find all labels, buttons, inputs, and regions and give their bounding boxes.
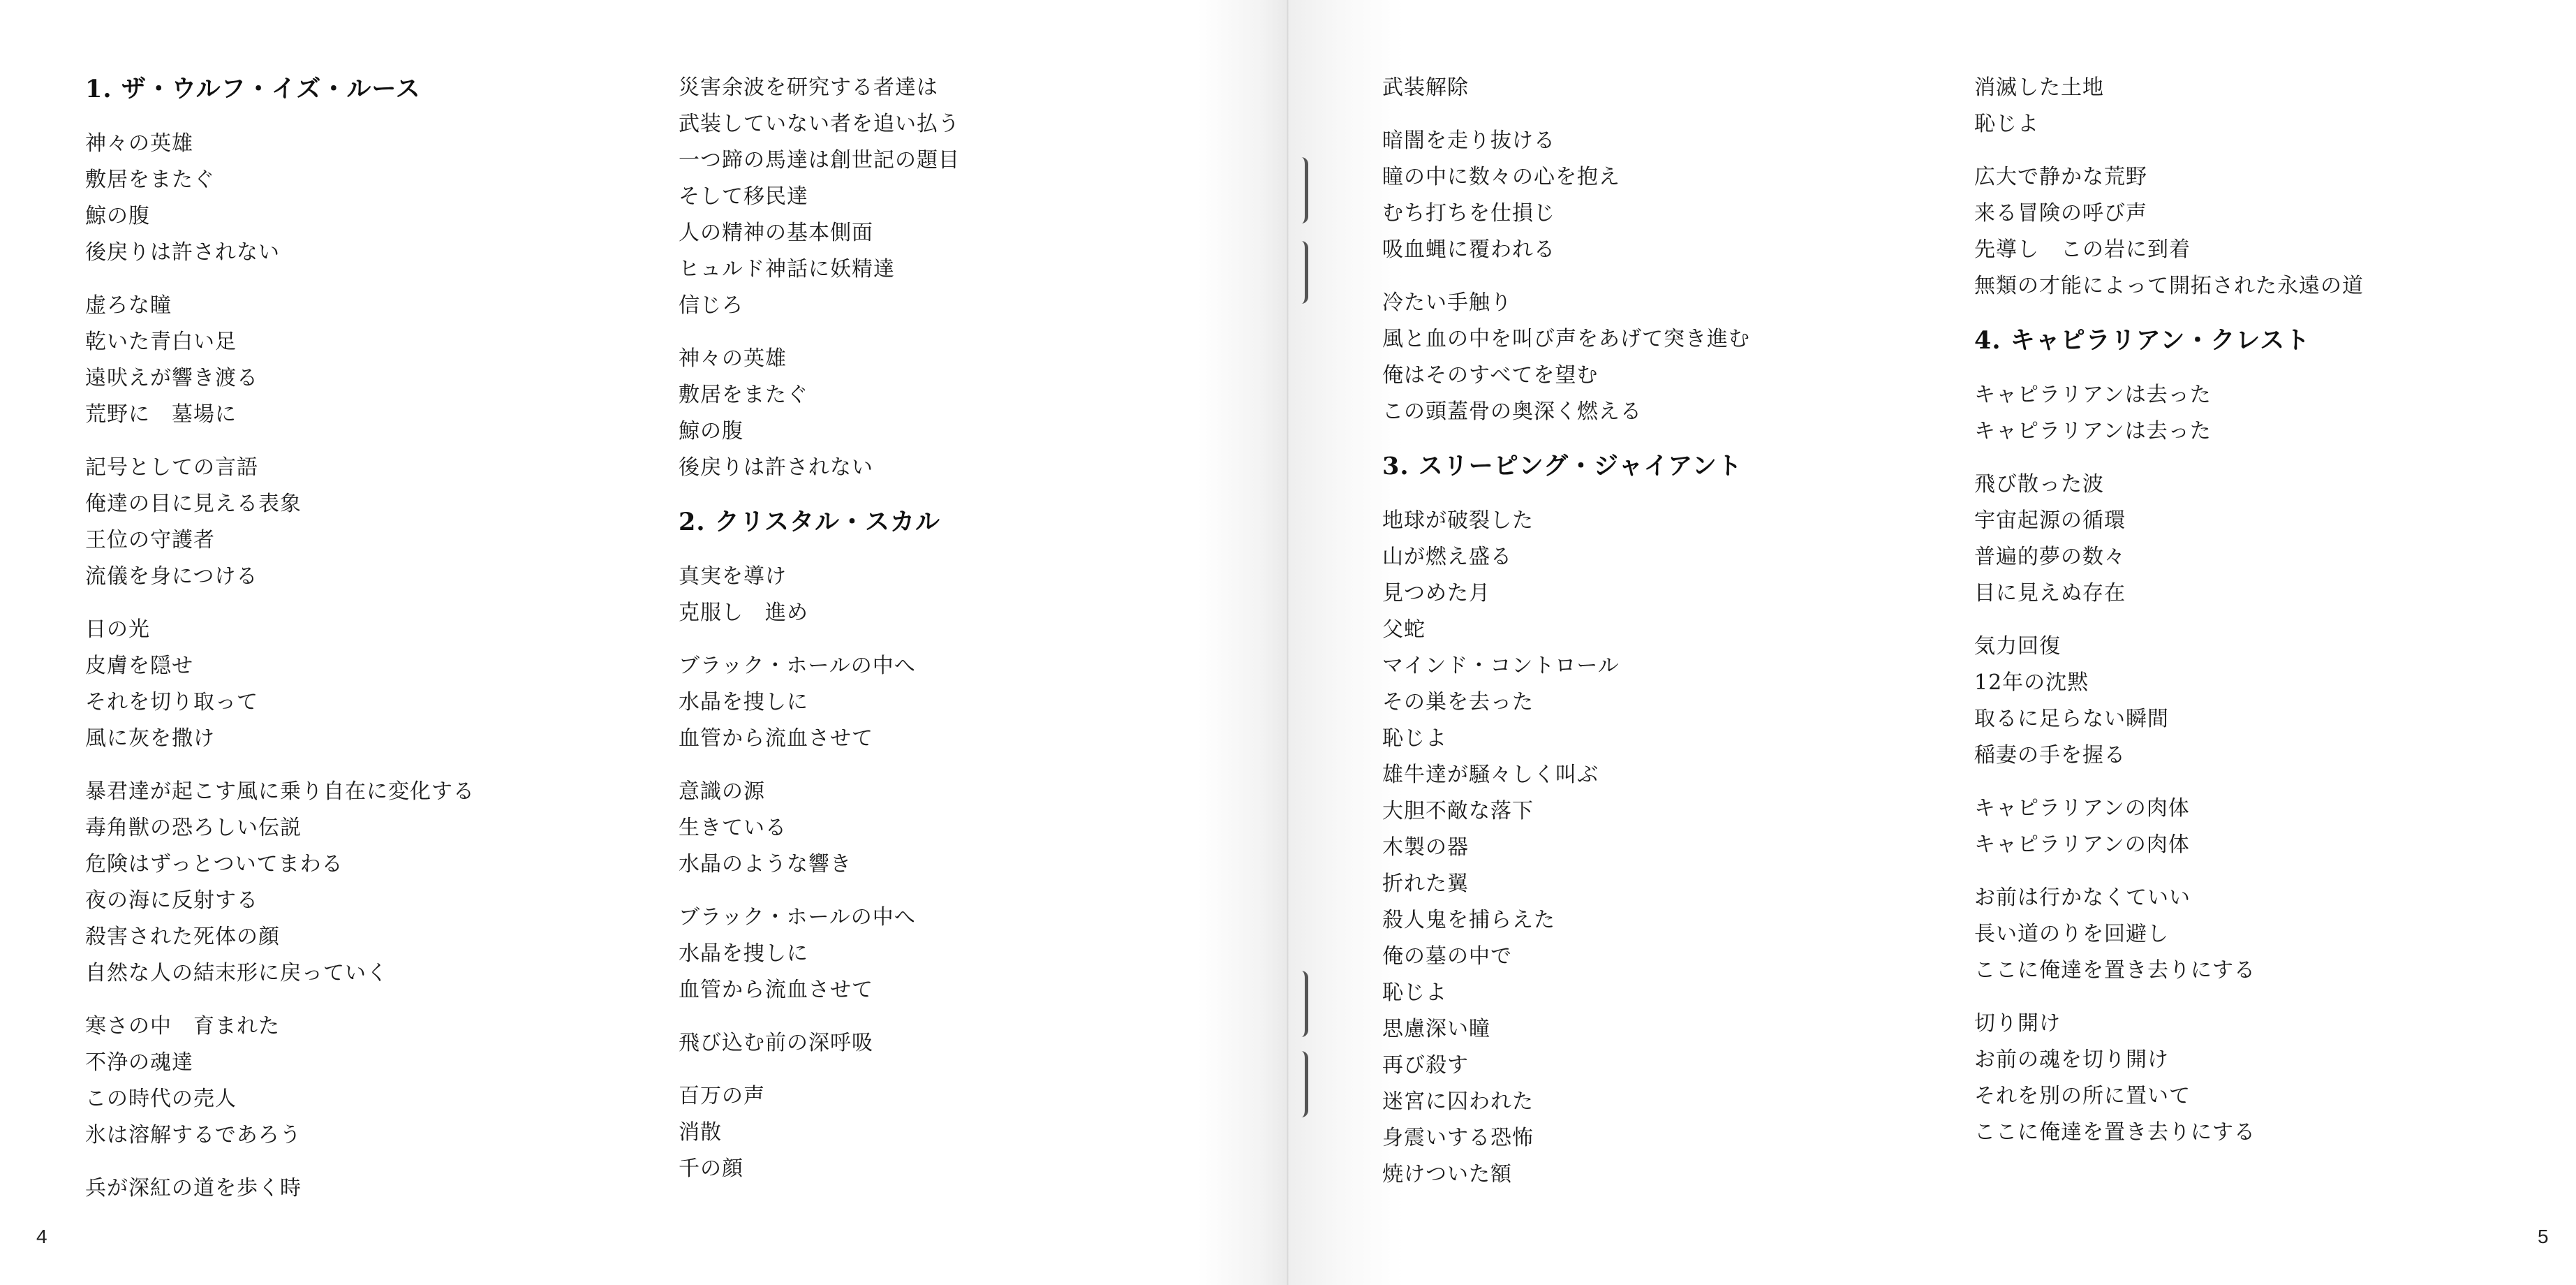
right-page bbox=[1288, 0, 2576, 1285]
lyric-line: 一つ蹄の馬達は創世記の題目 bbox=[679, 148, 960, 172]
lyric-stanza bbox=[679, 900, 1251, 1008]
lyric-line: ここに俺達を置き去りにする bbox=[1974, 958, 2256, 983]
lyric-line: 暗闇を走り抜ける bbox=[1382, 128, 1555, 153]
lyric-line: 宇宙起源の循環 bbox=[1974, 508, 2126, 533]
lyric-line: 敷居をまたぐ bbox=[85, 168, 215, 192]
lyric-line: お前は行かなくていい bbox=[1974, 886, 2191, 910]
lyric-line: 敷居をまたぐ bbox=[679, 383, 808, 407]
lyric-stanza bbox=[1974, 70, 2547, 142]
song-title: 4. キャピラリアン・クレスト bbox=[1974, 326, 2311, 355]
lyric-line: 俺達の目に見える表象 bbox=[85, 492, 302, 516]
lyric-line: キャピラリアンの肉体 bbox=[1974, 832, 2190, 857]
song-title: 3. スリーピング・ジャイアント bbox=[1382, 452, 1742, 480]
lyric-line: キャピラリアンは去った bbox=[1974, 383, 2212, 407]
lyric-line: 武装していない者を追い払う bbox=[679, 112, 960, 136]
lyric-line: 氷は溶解するであろう bbox=[85, 1123, 302, 1147]
lyric-line: 鯨の腹 bbox=[679, 419, 743, 443]
lyric-stanza bbox=[1974, 1006, 2547, 1151]
lyric-line: 冷たい手触り bbox=[1382, 291, 1512, 315]
lyric-line: 夜の海に反射する bbox=[85, 888, 258, 913]
staple-bottom-lower bbox=[1295, 1051, 1308, 1117]
lyric-line: 無類の才能によって開拓された永遠の道 bbox=[1974, 274, 2364, 298]
lyric-line: 鯨の腹 bbox=[85, 204, 150, 228]
page-number-right: 5 bbox=[2538, 1226, 2549, 1247]
lyric-line: 恥じよ bbox=[1974, 112, 2039, 136]
lyric-line: 王位の守護者 bbox=[85, 528, 215, 552]
lyric-line: 暴君達が起こす風に乗り自在に変化する bbox=[85, 779, 475, 804]
lyric-line: 来る冒険の呼び声 bbox=[1974, 201, 2147, 226]
lyric-line: 再び殺す bbox=[1382, 1053, 1469, 1078]
lyric-stanza bbox=[1382, 503, 1955, 1193]
lyric-line: 血管から流血させて bbox=[679, 978, 873, 1002]
lyric-line: 消散 bbox=[679, 1120, 722, 1145]
lyric-line: むち打ちを仕損じ bbox=[1382, 201, 1555, 226]
lyric-stanza bbox=[85, 1008, 658, 1154]
lyric-line: この時代の売人 bbox=[85, 1087, 237, 1111]
lyric-stanza bbox=[1974, 377, 2547, 450]
lyric-line: 大胆不敵な落下 bbox=[1382, 799, 1534, 823]
lyric-stanza bbox=[85, 612, 658, 757]
lyric-line: 吸血蝿に覆われる bbox=[1382, 237, 1555, 262]
staple-top bbox=[1295, 157, 1308, 223]
lyric-stanza bbox=[1974, 880, 2547, 989]
lyrics-column-3 bbox=[1382, 70, 1955, 1210]
lyric-stanza bbox=[679, 1025, 1251, 1062]
gutter-fold bbox=[1287, 0, 1289, 1285]
song-title: 2. クリスタル・スカル bbox=[679, 508, 941, 536]
lyric-line: ここに俺達を置き去りにする bbox=[1974, 1120, 2256, 1145]
lyric-stanza bbox=[679, 341, 1251, 486]
lyric-line: 風と血の中を叫び声をあげて突き進む bbox=[1382, 327, 1750, 351]
lyric-stanza bbox=[1382, 285, 1955, 430]
lyric-line: 生きている bbox=[679, 816, 787, 840]
lyric-stanza bbox=[679, 559, 1251, 631]
lyric-line: 殺人鬼を捕らえた bbox=[1382, 908, 1555, 932]
lyric-line: マインド・コントロール bbox=[1382, 654, 1620, 678]
lyric-line: 見つめた月 bbox=[1382, 581, 1490, 605]
lyric-line: 流儀を身につける bbox=[85, 564, 258, 589]
lyric-line: その巣を去った bbox=[1382, 690, 1534, 714]
lyric-line: 瞳の中に数々の心を抱え bbox=[1382, 165, 1620, 189]
lyric-line: それを別の所に置いて bbox=[1974, 1084, 2191, 1108]
lyric-line: 父蛇 bbox=[1382, 617, 1426, 642]
lyric-line: 水晶を捜しに bbox=[679, 690, 808, 714]
lyric-line: 兵が深紅の道を歩く時 bbox=[85, 1176, 302, 1200]
staple-bottom bbox=[1295, 971, 1308, 1037]
lyric-line: 普遍的夢の数々 bbox=[1974, 545, 2126, 569]
lyric-line: 殺害された死体の顔 bbox=[85, 925, 280, 949]
lyric-line: 思慮深い瞳 bbox=[1382, 1017, 1490, 1041]
lyric-line: 遠吠えが響き渡る bbox=[85, 366, 258, 390]
lyric-line: それを切り取って bbox=[85, 690, 258, 714]
lyric-line: 風に灰を撒け bbox=[85, 726, 215, 751]
lyric-line: 後戻りは許されない bbox=[679, 455, 873, 480]
lyric-stanza bbox=[1382, 123, 1955, 268]
lyric-line: 水晶のような響き bbox=[679, 852, 852, 876]
lyric-line: 取るに足らない瞬間 bbox=[1974, 707, 2169, 731]
lyric-stanza bbox=[1974, 629, 2547, 774]
lyric-line: 俺の墓の中で bbox=[1382, 944, 1512, 969]
lyric-line: 迷宮に囚われた bbox=[1382, 1089, 1534, 1114]
lyric-stanza bbox=[1974, 791, 2547, 863]
lyric-line: 皮膚を隠せ bbox=[85, 654, 193, 678]
lyric-line: 信じろ bbox=[679, 293, 743, 318]
lyric-line: キャピラリアンは去った bbox=[1974, 419, 2212, 443]
lyric-line: 意識の源 bbox=[679, 779, 765, 804]
lyric-line: 木製の器 bbox=[1382, 835, 1469, 860]
lyric-line: 人の精神の基本側面 bbox=[679, 221, 873, 245]
lyric-stanza bbox=[1974, 159, 2547, 304]
lyric-line: 虚ろな瞳 bbox=[85, 293, 172, 318]
lyric-line: 山が燃え盛る bbox=[1382, 545, 1512, 569]
lyric-line: 目に見えぬ存在 bbox=[1974, 581, 2126, 605]
lyric-line: キャピラリアンの肉体 bbox=[1974, 796, 2190, 821]
lyric-stanza bbox=[85, 288, 658, 433]
lyric-line: お前の魂を切り開け bbox=[1974, 1048, 2169, 1072]
lyrics-column-2 bbox=[679, 70, 1251, 1204]
lyric-line: 不浄の魂達 bbox=[85, 1050, 193, 1075]
staple-top-lower bbox=[1295, 241, 1308, 304]
page-number-left: 4 bbox=[36, 1226, 47, 1247]
lyric-line: 飛び散った波 bbox=[1974, 472, 2104, 497]
lyric-stanza bbox=[679, 1078, 1251, 1187]
lyric-line: 自然な人の結末形に戻っていく bbox=[85, 961, 388, 985]
lyrics-column-4 bbox=[1974, 70, 2547, 1168]
lyric-line: そして移民達 bbox=[679, 184, 808, 209]
lyric-line: ブラック・ホールの中へ bbox=[679, 654, 916, 678]
lyric-stanza bbox=[679, 70, 1251, 324]
lyric-line: 12年の沈黙 bbox=[1974, 670, 2089, 695]
lyric-stanza bbox=[85, 126, 658, 271]
lyric-line: 毒角獣の恐ろしい伝説 bbox=[85, 816, 302, 840]
lyric-line: 記号としての言語 bbox=[85, 455, 258, 480]
lyric-stanza bbox=[85, 450, 658, 595]
lyric-line: 消滅した土地 bbox=[1974, 75, 2104, 100]
song-title: 1. ザ・ウルフ・イズ・ルース bbox=[85, 75, 421, 103]
lyric-line: 長い道のりを回避し bbox=[1974, 922, 2169, 946]
lyric-line: 気力回復 bbox=[1974, 634, 2061, 659]
lyric-line: 水晶を捜しに bbox=[679, 941, 808, 966]
lyric-line: 広大で静かな荒野 bbox=[1974, 165, 2147, 189]
lyric-line: 克服し 進め bbox=[679, 601, 808, 625]
lyric-line: 真実を導け bbox=[679, 564, 787, 589]
lyric-line: 災害余波を研究する者達は bbox=[679, 75, 938, 100]
lyric-line: 折れた翼 bbox=[1382, 872, 1469, 896]
lyric-stanza bbox=[1974, 467, 2547, 612]
lyric-line: 血管から流血させて bbox=[679, 726, 873, 751]
lyric-line: 神々の英雄 bbox=[85, 131, 193, 156]
lyric-line: ヒュルド神話に妖精達 bbox=[679, 257, 895, 281]
lyric-line: 先導し この岩に到着 bbox=[1974, 237, 2191, 262]
lyric-line: 危険はずっとついてまわる bbox=[85, 852, 343, 876]
lyric-stanza bbox=[679, 648, 1251, 757]
lyric-line: 俺はそのすべてを望む bbox=[1382, 363, 1599, 388]
lyrics-column-1 bbox=[85, 70, 658, 1224]
lyric-stanza bbox=[1382, 70, 1955, 106]
lyric-stanza bbox=[85, 774, 658, 992]
lyric-line: 日の光 bbox=[85, 617, 150, 642]
lyric-line: 稲妻の手を握る bbox=[1974, 743, 2126, 768]
lyric-stanza bbox=[85, 1170, 658, 1207]
lyric-stanza bbox=[679, 774, 1251, 883]
lyric-line: 地球が破裂した bbox=[1382, 508, 1534, 533]
lyric-line: 百万の声 bbox=[679, 1084, 765, 1108]
lyric-line: 恥じよ bbox=[1382, 981, 1447, 1005]
lyric-line: 武装解除 bbox=[1382, 75, 1469, 100]
lyric-line: 乾いた青白い足 bbox=[85, 330, 237, 354]
lyric-line: 寒さの中 育まれた bbox=[85, 1014, 280, 1038]
lyric-line: 神々の英雄 bbox=[679, 346, 787, 371]
lyric-line: 身震いする恐怖 bbox=[1382, 1126, 1534, 1150]
lyric-line: 千の顔 bbox=[679, 1156, 743, 1181]
lyric-line: 恥じよ bbox=[1382, 726, 1447, 751]
lyric-line: 後戻りは許されない bbox=[85, 240, 280, 265]
lyric-line: この頭蓋骨の奥深く燃える bbox=[1382, 399, 1642, 424]
lyric-line: 焼けついた額 bbox=[1382, 1162, 1512, 1187]
lyric-line: 飛び込む前の深呼吸 bbox=[679, 1031, 873, 1055]
lyric-line: 荒野に 墓場に bbox=[85, 402, 237, 427]
lyric-line: 切り開け bbox=[1974, 1011, 2061, 1036]
lyric-line: 雄牛達が騒々しく叫ぶ bbox=[1382, 763, 1599, 787]
lyric-line: ブラック・ホールの中へ bbox=[679, 905, 916, 930]
